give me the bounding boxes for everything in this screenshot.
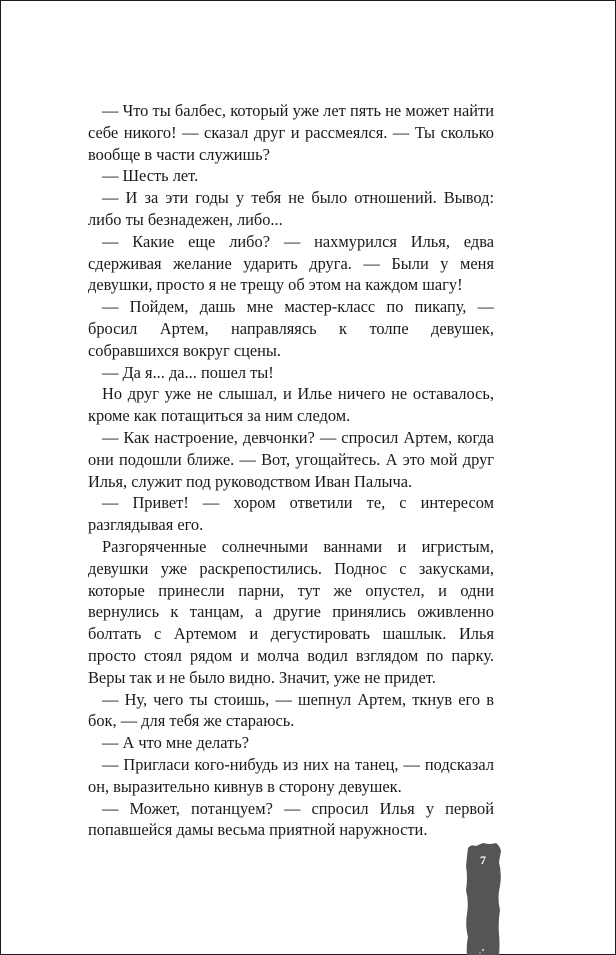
paragraph: — Да я... да... пошел ты! xyxy=(102,362,274,382)
paragraph: — Ну, чего ты стоишь, — шепнул Артем, ткнув его в бок, — для тебя же стараюсь. xyxy=(88,689,494,731)
paragraph: — Может, потанцуем? — спросил Илья у первой попавшейся дамы весьма приятной наружности. xyxy=(88,798,494,840)
paragraph: — А что мне делать? xyxy=(102,733,249,753)
paragraph: — Пригласи кого-нибудь из них на танец, — подсказал он, выразительно кивнув в сторону девушек. xyxy=(88,754,494,796)
paragraph: Но друг уже не слышал, и Илье ничего не оставалось, кроме как потащиться за ним следом. xyxy=(88,384,494,426)
paragraph: — Пойдем, дашь мне мастер-класс по пикапу, — бросил Артем, направляясь к толпе девушек, собравшихся вокруг сцены. xyxy=(88,297,494,360)
paragraph: Разгоряченные солнечными ваннами и игристым, девушки уже раскрепостились. Поднос с закусками, которые принесли парни, тут же опустел, и одни вернулись к танцам, а другие принялись оживленно болтать с Артемом и дегустировать шашлык. Илья просто стоял рядом и молча водил взглядом по парку. Веры так и не было видно. Значит, уже не придет. xyxy=(88,536,494,687)
text-body xyxy=(88,100,494,841)
page-number: 7 xyxy=(480,853,486,867)
paragraph: — Привет! — хором ответили те, с интересом разглядывая его. xyxy=(88,493,494,535)
paragraph: — Шесть лет. xyxy=(102,166,199,186)
paragraph: — Что ты балбес, который уже лет пять не может найти себе никого! — сказал друг и рассмеялся. — Ты сколько вообще в части служишь? xyxy=(88,101,494,164)
paragraph: — Какие еще либо? — нахмурился Илья, едва сдерживая желание ударить друга. — Были у меня девушки, просто я не трещу об этом на каждом шагу! xyxy=(88,231,494,295)
paragraph: — И за эти годы у тебя не было отношений. Вывод: либо ты безнадежен, либо... xyxy=(88,188,494,229)
paragraph: — Как настроение, девчонки? — спросил Артем, когда они подошли ближе. — Вот, угощайтесь. А это мой друг Илья, служит под руководством Иван Палыча. xyxy=(88,427,494,491)
